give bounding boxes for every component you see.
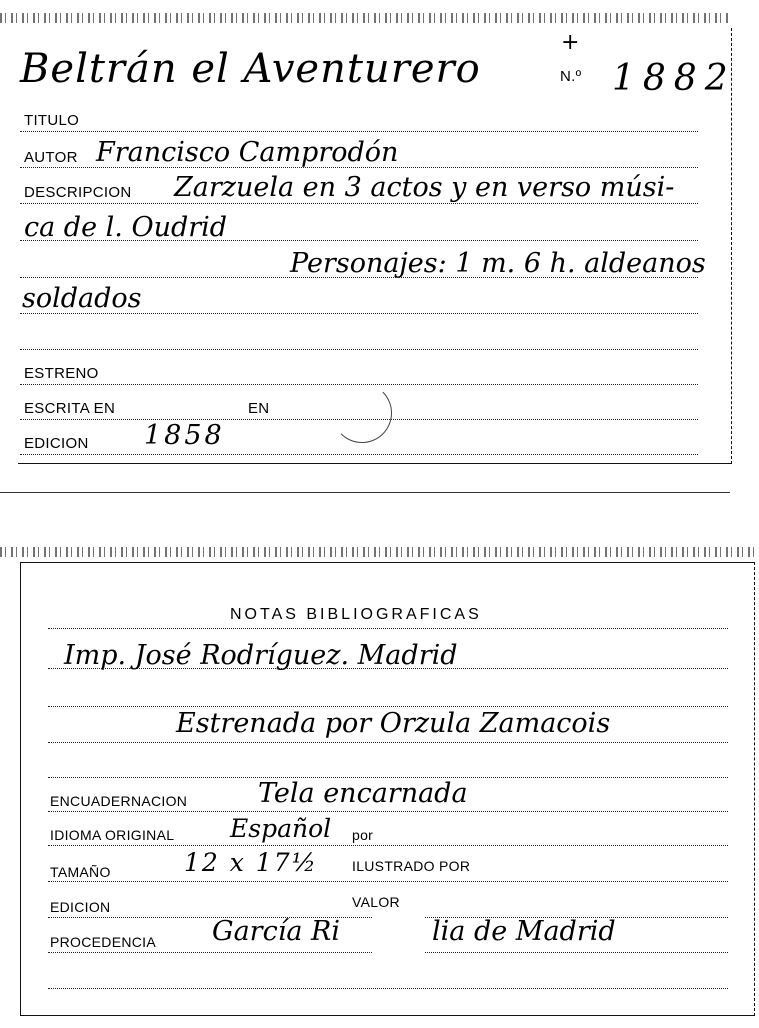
procedencia-value-a: García Ri (212, 916, 340, 947)
label-encuadernacion: ENCUADERNACION (50, 793, 188, 809)
row-line-encuadernacion (48, 811, 728, 812)
notes-heading: NOTAS BIBLIOGRAFICAS (230, 606, 482, 623)
tamano-value: 12 x 17½ (184, 848, 318, 877)
notes-line-1: Imp. José Rodríguez. Madrid (64, 640, 458, 671)
card-divider (0, 492, 730, 493)
label-tamano: TAMAÑO (50, 864, 111, 880)
row-line-autor (20, 167, 698, 168)
autor-value: Francisco Camprodón (96, 137, 399, 168)
number-label: N.º (560, 68, 582, 85)
label-en: EN (248, 400, 270, 417)
row-line-edicion-card1 (20, 454, 698, 455)
row-line-descripcion-3 (20, 277, 698, 278)
edicion-value-card1: 1858 (144, 420, 225, 451)
label-idioma: IDIOMA ORIGINAL (50, 827, 175, 843)
label-edicion-card1: EDICION (24, 435, 89, 452)
row-line-idioma (48, 845, 728, 846)
row-line-tamano (48, 881, 728, 882)
row-line-notes-1 (48, 668, 728, 669)
row-line-blank (20, 349, 698, 350)
row-line-notes-2 (48, 706, 728, 707)
scan-noise-mid (0, 547, 759, 557)
label-autor: AUTOR (24, 149, 78, 166)
label-descripcion: DESCRIPCION (24, 184, 132, 201)
label-titulo: TITULO (24, 112, 80, 129)
row-line-descripcion-1 (20, 203, 698, 204)
idioma-value: Español (230, 814, 332, 843)
procedencia-value-b: lia de Madrid (432, 916, 616, 947)
punch-hole-mark (332, 383, 392, 443)
number-value: 1882 (612, 58, 736, 99)
descripcion-line-4: soldados (22, 283, 142, 314)
row-line-titulo (20, 131, 698, 132)
label-procedencia: PROCEDENCIA (50, 934, 156, 950)
cross-mark: + (561, 30, 580, 55)
encuadernacion-value: Tela encarnada (258, 778, 468, 809)
scan-noise-top (0, 13, 730, 23)
row-line-final (48, 988, 728, 989)
label-por: por (352, 827, 374, 843)
descripcion-line-1: Zarzuela en 3 actos y en verso músi- (174, 172, 675, 203)
row-line-descripcion-2 (20, 240, 698, 241)
row-line-descripcion-4 (20, 313, 698, 314)
title-handwritten: Beltrán el Aventurero (20, 46, 481, 92)
row-line-heading (48, 628, 728, 629)
notes-line-2: Estrenada por Orzula Zamacois (176, 708, 611, 739)
label-escrita-en: ESCRITA EN (24, 400, 116, 417)
row-line-notes-3 (48, 742, 728, 743)
label-valor: VALOR (352, 894, 400, 910)
descripcion-line-2: ca de l. Oudrid (24, 212, 228, 243)
label-edicion-card2: EDICION (50, 899, 111, 915)
descripcion-line-3: Personajes: 1 m. 6 h. aldeanos (290, 248, 706, 279)
label-ilustrado: ILUSTRADO POR (352, 858, 471, 874)
label-estreno: ESTRENO (24, 365, 99, 382)
redacted-smudge (372, 914, 424, 974)
